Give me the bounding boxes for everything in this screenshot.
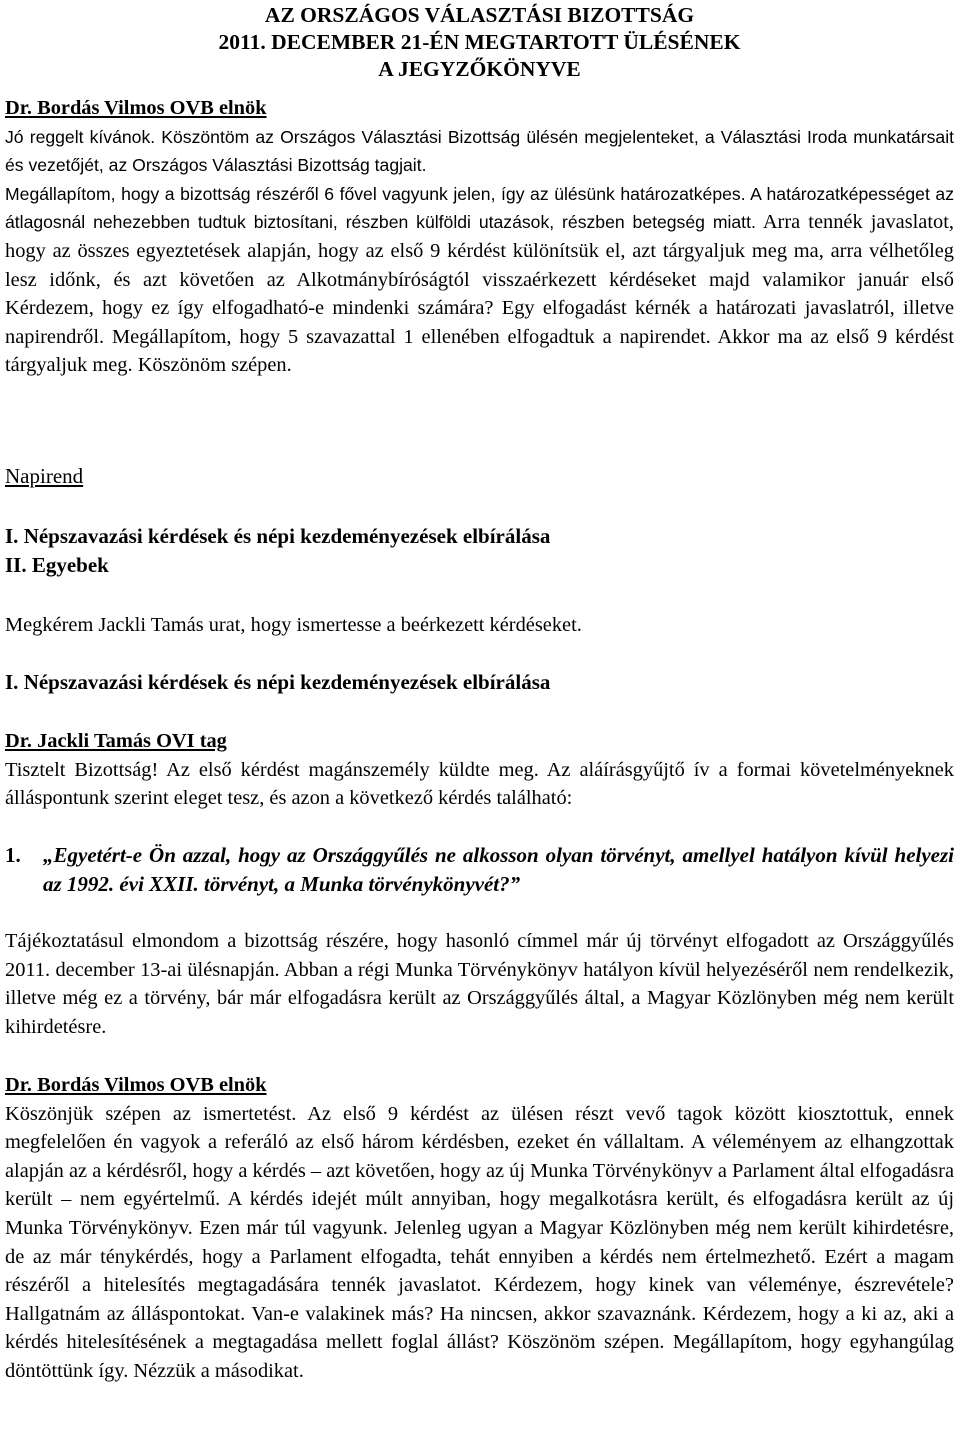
title-line-2: 2011. DECEMBER 21-ÉN MEGTARTOTT ÜLÉSÉNEK — [218, 30, 741, 54]
agenda-item-number: I. — [5, 524, 19, 548]
section-closing — [5, 1071, 954, 1386]
title-line-1: AZ ORSZÁGOS VÁLASZTÁSI BIZOTTSÁG — [264, 3, 695, 27]
agenda-item — [5, 551, 954, 580]
section-opening — [5, 94, 954, 380]
paragraph — [5, 123, 954, 180]
question-block — [5, 841, 954, 898]
agenda-heading: Napirend — [5, 464, 84, 488]
speaker-name: Dr. Bordás Vilmos OVB elnök — [5, 1074, 267, 1096]
info-block — [5, 927, 954, 1041]
paragraph: Köszönjük szépen az ismertetést. Az első 9 kérdést az ülésen részt vevő tagok között kiosztottuk, ennek megfelelően én vagyok a referáló az első három kérdésben, ezeket én vállaltam. A véleményem az elhangzottak alapján az a kérdésről, hogy a kérdés – azt követően, hogy az új Munka Törvénykönyv a Parlament által elfogadásra került – nem egyértelmű. A kérdés idejét múlt annyiban, hogy megalkotásra került, és elfogadásra került az új Munka Törvénykönyv. Ezen már túl vagyunk. Jelenleg ugyan a Magyar Közlönyben még nem került kihirdetésre, de az már ténykérdés, hogy a Parlament elfogadta, tehát ennyiben a kérdés nem értelmezhető. Ezért a magam részéről a hitelesítés megtagadására tennék javaslatot. Kérdezem, hogy kinek van véleménye, észrevétele? Hallgatnám az álláspontokat. Van-e valakinek más? Ha nincsen, akkor szavaznánk. Kérdezem, hogy a ki az, aki a kérdés hitelesítésének a megtagadása mellett foglal állást? Köszönöm szépen. Megállapítom, hogy egyhangúlag döntöttünk így. Nézzük a másodikat. — [5, 1102, 954, 1382]
agenda-item-label: Egyebek — [31, 553, 109, 577]
opening-greeting: Jó reggelt kívánok. Köszöntöm az Országos Választási Bizottság ülésén megjelenteket, a Választási Iroda munkatársait és vezetőjét, az Országos Választási Bizottság tagjait. — [5, 126, 954, 176]
question-number: 1. — [5, 843, 21, 867]
item-title — [5, 668, 954, 697]
item-number: I. — [5, 670, 19, 694]
question-text: „Egyetért-e Ön azzal, hogy az Országgyűlés ne alkosson olyan törvényt, amellyel hatályon kívül helyezi az 1992. évi XXII. törvényt, a Munka törvénykönyvét?” — [43, 843, 954, 896]
paragraph: Tisztelt Bizottság! Az első kérdést magánszemély küldte meg. Az aláírásgyűjtő ív a formai követelményeknek álláspontunk szerint eleget tesz, és azon a következő kérdés található: — [5, 758, 954, 810]
document-title — [5, 0, 954, 83]
agenda-proposal: Arra tennék javaslatot, hogy az összes egyeztetések alapján, hogy az első 9 kérdést különítsük el, azt tárgyaljuk meg ma, arra vélhetőleg lesz időnk, és azt követően az Alkotmánybíróságtól visszaérkezett kérdéseket majd valamikor január első Kérdezem, hogy ez így elfogadható-e mindenki számára? Egy elfogadást kérnék a határozati javaslatról, illetve napirendről. Megállapítom, hogy 5 szavazattal 1 ellenében elfogadtuk a napirendet. Akkor ma az első 9 kérdést tárgyaljuk meg. Köszönöm szépen. — [5, 211, 954, 377]
agenda-list — [5, 522, 954, 580]
speaker-name: Dr. Bordás Vilmos OVB elnök — [5, 97, 267, 119]
paragraph: Tájékoztatásul elmondom a bizottság részére, hogy hasonló címmel már új törvényt elfogadott az Országgyűlés 2011. december 13-ai ülésnapján. Abban a régi Munka Törvénykönyv hatályon kívül helyezéséről nem rendelkezik, illetve még ez a törvény, bár már elfogadásra került az Országgyűlés által, a Magyar Közlönyben még nem került kihirdetésre. — [5, 930, 954, 1038]
item-label: Népszavazási kérdések és népi kezdeményezések elbírálása — [23, 670, 551, 694]
agenda-item-number: II. — [5, 553, 27, 577]
quorum-statement: Megállapítom, hogy a bizottság részéről 6 fővel vagyunk jelen, így az ülésünk határozatképes. A határozatképességet az átlagosnál nehezebben tudtuk biztosítani, részben külföldi utazások, részben betegség miatt. — [5, 183, 954, 233]
agenda-section — [5, 462, 954, 492]
title-line-3: A JEGYZŐKÖNYVE — [378, 57, 581, 81]
question-item — [5, 841, 954, 898]
request-line — [5, 611, 954, 640]
paragraph — [5, 180, 954, 380]
paragraph: Megkérem Jackli Tamás urat, hogy ismertesse a beérkezett kérdéseket. — [5, 614, 582, 636]
section-jackli — [5, 727, 954, 813]
item-heading — [5, 668, 954, 697]
speaker-name: Dr. Jackli Tamás OVI tag — [5, 730, 227, 752]
agenda-item-label: Népszavazási kérdések és népi kezdeményezések elbírálása — [23, 524, 551, 548]
agenda-item — [5, 522, 954, 551]
